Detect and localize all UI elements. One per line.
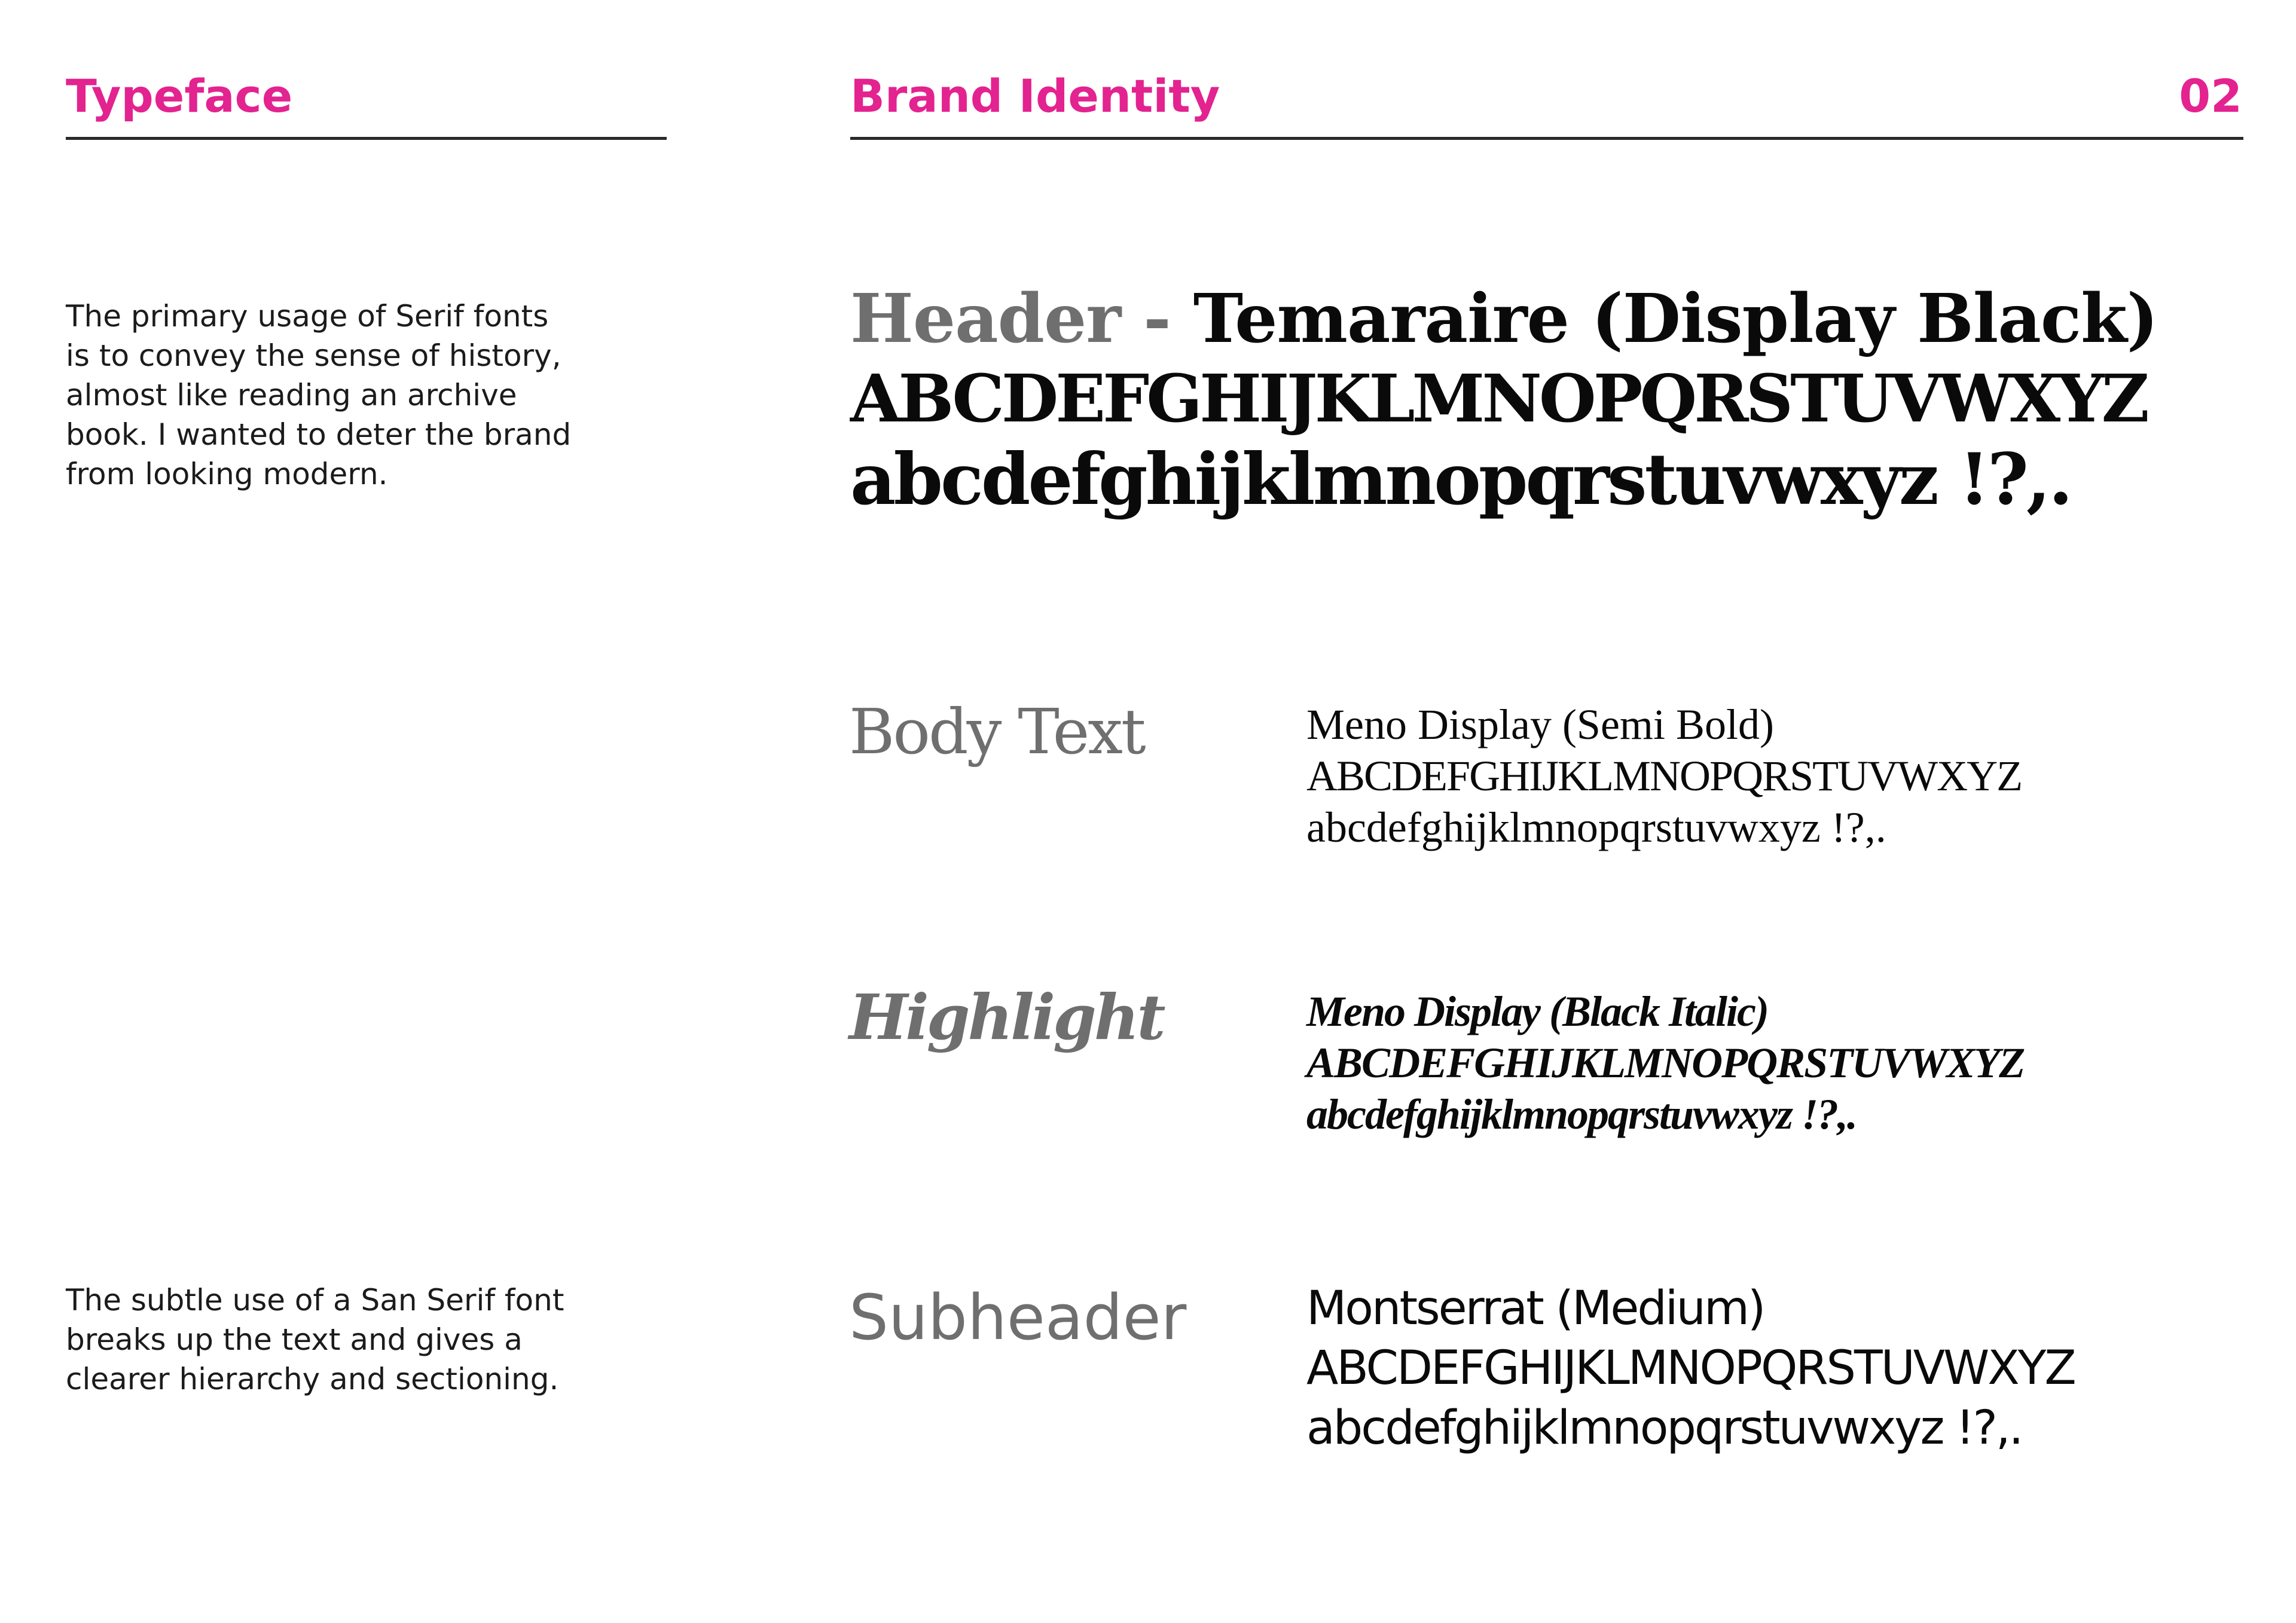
header-specimen-font-name: Temaraire (Display Black) (1193, 280, 2158, 358)
body-text-uppercase: ABCDEFGHIJKLMNOPQRSTUVWXYZ (1306, 752, 2022, 800)
subheader-lowercase: abcdefghijklmnopqrstuvwxyz !?,. (1306, 1401, 2022, 1455)
header-specimen-lowercase: abcdefghijklmnopqrstuvwxyz !?,. (850, 438, 2071, 521)
highlight-font-name: Meno Display (Black Italic) (1306, 988, 1768, 1035)
body-text-label: Body Text (849, 695, 1144, 768)
serif-usage-note: The primary usage of Serif fonts is to convey the sense of history, almost like reading an archive book. I wanted to deter the brand from looking modern. (66, 299, 572, 491)
highlight-label: Highlight (849, 980, 1164, 1054)
header-specimen-label: Header - (850, 280, 1171, 358)
header-specimen-uppercase: ABCDEFGHIJKLMNOPQRSTUVWXYZ (850, 360, 2147, 437)
section-title-rule (66, 137, 667, 140)
header-specimen-title (850, 280, 2158, 358)
highlight-uppercase: ABCDEFGHIJKLMNOPQRSTUVWXYZ (1306, 1039, 2025, 1087)
subheader-font-name: Montserrat (Medium) (1306, 1282, 1764, 1335)
sans-serif-usage-note: The subtle use of a San Serif font breaks up the text and gives a clearer hierarchy and sectioning. (66, 1283, 564, 1396)
page-number: 02 (2179, 69, 2242, 123)
page-title-rule (850, 137, 2243, 140)
highlight-lowercase: abcdefghijklmnopqrstuvwxyz !?,. (1306, 1090, 1857, 1138)
section-title: Typeface (66, 69, 293, 123)
subheader-label: Subheader (849, 1281, 1187, 1354)
page-title: Brand Identity (850, 69, 1220, 123)
body-text-lowercase: abcdefghijklmnopqrstuvwxyz !?,. (1306, 803, 1886, 851)
body-text-font-name: Meno Display (Semi Bold) (1306, 701, 1774, 748)
subheader-uppercase: ABCDEFGHIJKLMNOPQRSTUVWXYZ (1306, 1341, 2075, 1395)
